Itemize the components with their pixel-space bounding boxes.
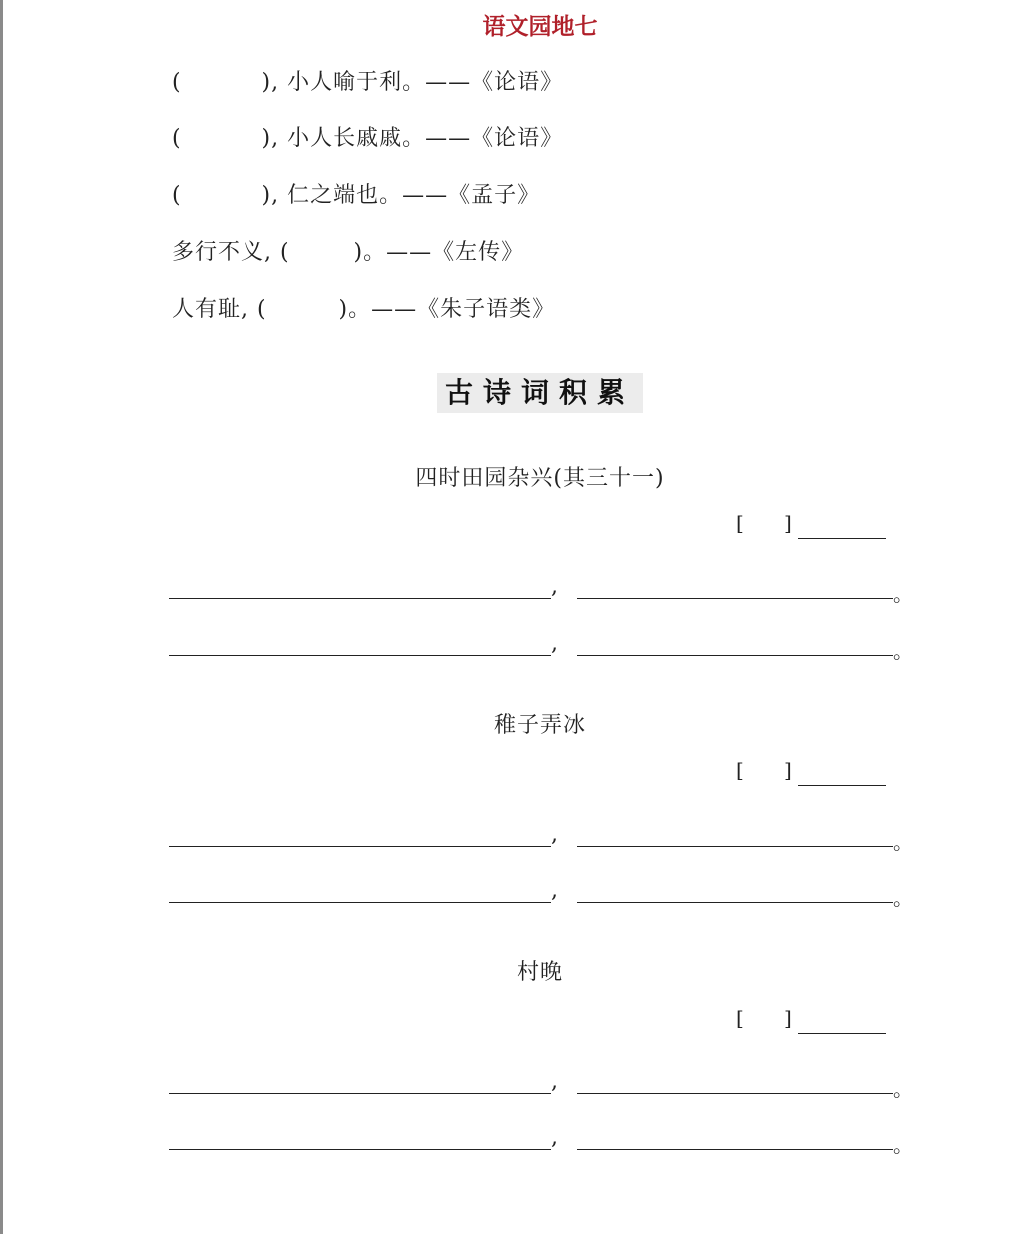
bracket-open: [ [736, 758, 744, 782]
blank-second-half[interactable] [577, 598, 893, 599]
poem-title: 稚子弄冰 [493, 713, 586, 738]
comma: , [551, 1125, 558, 1150]
bracket-close: ] [784, 758, 792, 782]
author-slot[interactable] [736, 1005, 886, 1035]
blank-second-half[interactable] [577, 1149, 893, 1150]
blank-first-half[interactable] [169, 846, 551, 847]
period: 。 [893, 582, 913, 606]
period: 。 [893, 639, 913, 663]
poem-title: 村晚 [516, 960, 563, 985]
fill-sentence-5[interactable]: 人有耻, ( )。——《朱子语类》 [172, 297, 556, 322]
poem-line-blank[interactable] [169, 1121, 913, 1157]
page-left-border [0, 0, 3, 1234]
period: 。 [893, 1077, 913, 1101]
bracket-open: [ [736, 511, 744, 535]
comma: , [551, 822, 558, 847]
blank-first-half[interactable] [169, 1093, 551, 1094]
fill-sentence-2[interactable]: ( ), 小人长戚戚。——《论语》 [172, 126, 564, 151]
period: 。 [893, 830, 913, 854]
blank-first-half[interactable] [169, 598, 551, 599]
bracket-close: ] [784, 1006, 792, 1030]
fill-sentence-4[interactable]: 多行不义, ( )。——《左传》 [172, 240, 525, 265]
author-blank[interactable] [798, 785, 886, 786]
blank-second-half[interactable] [577, 655, 893, 656]
comma: , [551, 1069, 558, 1094]
blank-second-half[interactable] [577, 846, 893, 847]
blank-second-half[interactable] [577, 902, 893, 903]
period: 。 [893, 886, 913, 910]
author-blank[interactable] [798, 1033, 886, 1034]
blank-first-half[interactable] [169, 655, 551, 656]
section-title: 古诗词积累 [437, 373, 643, 413]
author-slot[interactable] [736, 757, 886, 787]
blank-first-half[interactable] [169, 1149, 551, 1150]
bracket-open: [ [736, 1006, 744, 1030]
fill-sentence-3[interactable]: ( ), 仁之端也。——《孟子》 [172, 183, 541, 208]
fill-sentence-1[interactable]: ( ), 小人喻于利。——《论语》 [172, 70, 564, 95]
poem-line-blank[interactable] [169, 1065, 913, 1101]
author-blank[interactable] [798, 538, 886, 539]
poem-line-blank[interactable] [169, 570, 913, 606]
blank-first-half[interactable] [169, 902, 551, 903]
poem-line-blank[interactable] [169, 818, 913, 854]
bracket-close: ] [784, 511, 792, 535]
page-title: 语文园地七 [482, 14, 598, 40]
comma: , [551, 878, 558, 903]
blank-second-half[interactable] [577, 1093, 893, 1094]
comma: , [551, 574, 558, 599]
poem-title: 四时田园杂兴(其三十一) [415, 466, 665, 491]
comma: , [551, 631, 558, 656]
author-slot[interactable] [736, 510, 886, 540]
period: 。 [893, 1133, 913, 1157]
poem-line-blank[interactable] [169, 874, 913, 910]
poem-line-blank[interactable] [169, 627, 913, 663]
